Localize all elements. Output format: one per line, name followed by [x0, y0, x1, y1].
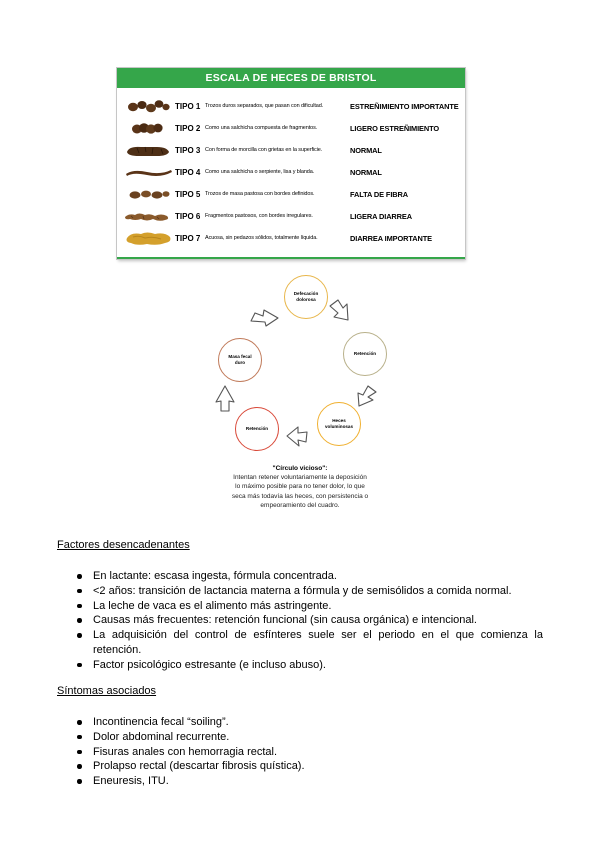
cycle-arrow-icon	[330, 300, 348, 320]
cracked-sausage-icon	[117, 139, 175, 161]
bristol-type-label: TIPO 5	[175, 189, 201, 199]
bristol-verdict: NORMAL	[350, 167, 382, 177]
factores-list	[93, 569, 543, 673]
list-item: Prolapso rectal (descartar fibrosis quística).	[93, 759, 543, 774]
bristol-type-label: TIPO 7	[175, 233, 201, 243]
bristol-row-7	[117, 227, 465, 249]
caption-title: "Círculo vicioso":	[272, 465, 328, 472]
bristol-scale-table	[117, 68, 465, 259]
list-item: <2 años: transición de lactancia materna a fórmula y de semisólidos a comida normal.	[93, 584, 543, 599]
list-item: Incontinencia fecal “soiling”.	[93, 715, 543, 730]
bristol-description: Acuosa, sin pedazos sólidos, totalmente líquida.	[205, 235, 318, 241]
bristol-row-1	[117, 95, 465, 117]
bristol-description: Como una salchicha o serpiente, lisa y blanda.	[205, 169, 315, 175]
cycle-node-masa-fecal-duro: Masa fecal duro	[218, 338, 262, 382]
caption-line: lo máximo posible para no tener dolor, lo que	[235, 483, 365, 491]
bristol-row-5	[117, 183, 465, 205]
soft-blobs-icon	[117, 183, 175, 205]
list-item: Factor psicológico estresante (e incluso abuso).	[93, 658, 543, 673]
bristol-type-label: TIPO 6	[175, 211, 201, 221]
bristol-description: Trozos de masa pastosa con bordes definidos.	[205, 191, 315, 197]
cycle-arrow-icon	[216, 386, 234, 411]
list-item: La leche de vaca es el alimento más astringente.	[93, 599, 543, 614]
separate-hard-lumps-icon	[117, 95, 175, 117]
bristol-verdict: NORMAL	[350, 145, 382, 155]
bristol-verdict: LIGERO ESTREÑIMIENTO	[350, 123, 440, 133]
bristol-row-3	[117, 139, 465, 161]
caption-line: seca más todavía las heces, con persistencia o	[231, 492, 369, 500]
cycle-arrow-icon	[287, 427, 307, 446]
bristol-type-label: TIPO 1	[175, 101, 201, 111]
vicious-circle-caption	[205, 464, 395, 510]
caption-line: Intentan retener voluntariamente la deposición	[233, 474, 367, 482]
list-item: Causas más frecuentes: retención funcional (sin causa orgánica) e intencional.	[93, 613, 543, 628]
bristol-description: Fragmentos pastosos, con bordes irregulares.	[205, 213, 313, 219]
bristol-description: Trozos duros separados, que pasan con dificultad.	[205, 103, 324, 109]
cycle-node-defecacion-dolorosa: Defecación dolorosa	[284, 275, 328, 319]
bristol-row-2	[117, 117, 465, 139]
bristol-bottom-border	[117, 257, 465, 259]
bristol-verdict: FALTA DE FIBRA	[350, 189, 408, 199]
list-item: Dolor abdominal recurrente.	[93, 730, 543, 745]
vicious-circle-diagram	[210, 266, 410, 460]
list-item: Eneuresis, ITU.	[93, 774, 543, 789]
lumpy-sausage-icon	[117, 117, 175, 139]
bristol-description: Con forma de morcilla con grietas en la superficie.	[205, 147, 323, 153]
bristol-type-label: TIPO 3	[175, 145, 201, 155]
bristol-row-4	[117, 161, 465, 183]
list-item: En lactante: escasa ingesta, fórmula concentrada.	[93, 569, 543, 584]
bristol-verdict: DIARREA IMPORTANTE	[350, 233, 432, 243]
caption-line: empeoramiento del cuadro.	[260, 501, 340, 509]
cycle-arrow-icon	[358, 386, 376, 406]
list-item: La adquisición del control de esfínteres suele ser el periodo en el que comienza la retención.	[93, 629, 543, 656]
list-item: Fisuras anales con hemorragia rectal.	[93, 745, 543, 760]
bristol-scale-title: ESCALA DE HECES DE BRISTOL	[117, 68, 465, 88]
bristol-type-label: TIPO 2	[175, 123, 201, 133]
cycle-arrow-icon	[251, 310, 278, 326]
mushy-pieces-icon	[117, 205, 175, 227]
bristol-row-6	[117, 205, 465, 227]
factores-heading: Factores desencadenantes	[57, 539, 190, 551]
bristol-description: Como una salchicha compuesta de fragmentos.	[205, 125, 318, 131]
sintomas-list	[93, 715, 543, 789]
bristol-verdict: LIGERA DIARREA	[350, 211, 412, 221]
cycle-node-retencion-right: Retención	[343, 332, 387, 376]
bristol-verdict: ESTREÑIMIENTO IMPORTANTE	[350, 101, 459, 111]
cycle-node-heces-voluminosas: Heces voluminosas	[317, 402, 361, 446]
bristol-type-label: TIPO 4	[175, 167, 201, 177]
liquid-icon	[117, 227, 175, 249]
smooth-snake-icon	[117, 161, 175, 183]
sintomas-heading: Síntomas asociados	[57, 685, 157, 697]
cycle-node-retencion-left: Retención	[235, 407, 279, 451]
